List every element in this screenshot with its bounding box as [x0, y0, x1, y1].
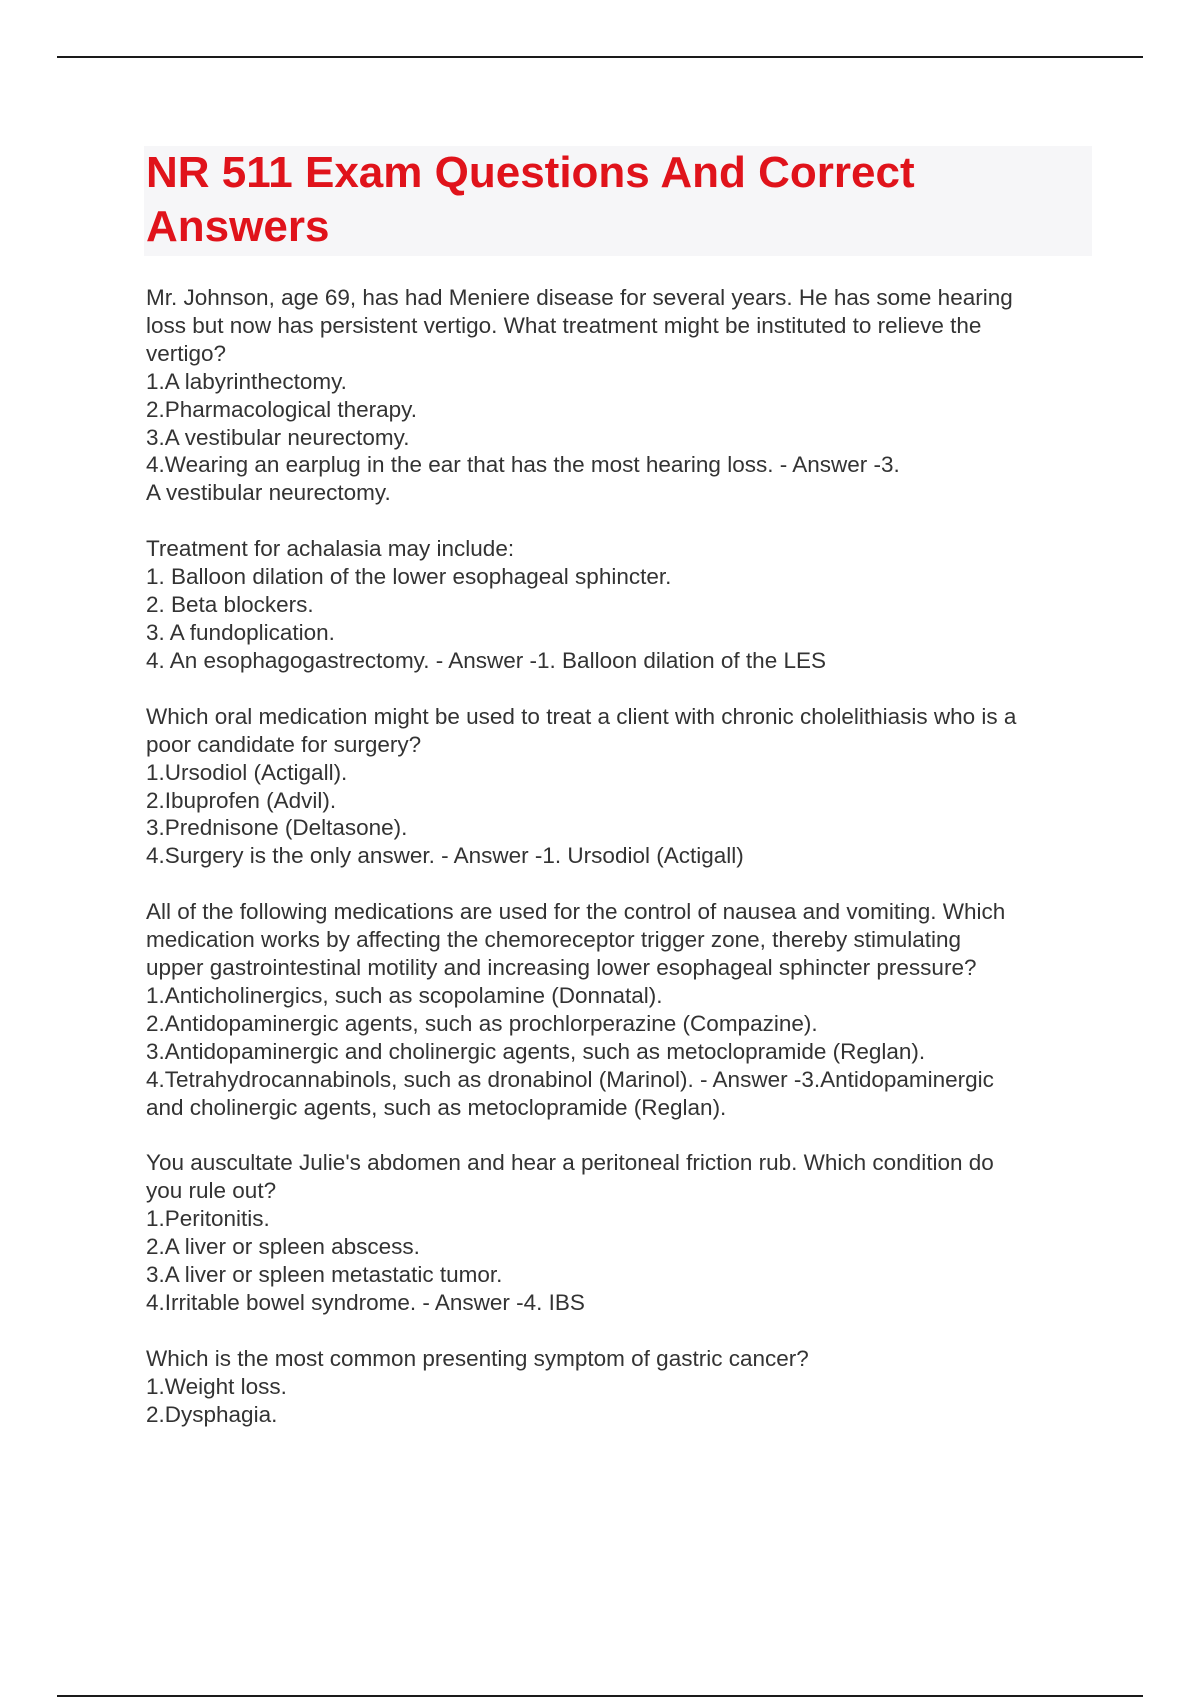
question-line: medication works by affecting the chemoreceptor trigger zone, thereby stimulating — [146, 927, 961, 953]
question-line: 3.A liver or spleen metastatic tumor. — [146, 1262, 503, 1288]
document-title — [146, 146, 1076, 254]
question-line: 3. A fundoplication. — [146, 619, 335, 645]
question-line: vertigo? — [146, 340, 227, 366]
question-line: 3.Prednisone (Deltasone). — [146, 815, 408, 841]
question-block — [146, 1345, 1106, 1429]
title-line-1: NR 511 Exam Questions And Correct — [146, 148, 915, 197]
question-line: 2.A liver or spleen abscess. — [146, 1234, 420, 1260]
question-line: 1. Balloon dilation of the lower esophageal sphincter. — [146, 564, 672, 590]
question-text-line: You auscultate Julie's abdomen and hear a peritoneal friction rub. Which condition do — [146, 1150, 994, 1176]
question-line: poor candidate for surgery? — [146, 731, 422, 757]
question-line: 2.Dysphagia. — [146, 1401, 278, 1427]
question-line: 3.Antidopaminergic and cholinergic agents, such as metoclopramide (Reglan). — [146, 1038, 926, 1064]
question-line: 4.Surgery is the only answer. - Answer -1. Ursodiol (Actigall) — [146, 843, 744, 869]
question-line: upper gastrointestinal motility and increasing lower esophageal sphincter pressure? — [146, 955, 977, 981]
question-line: and cholinergic agents, such as metoclopramide (Reglan). — [146, 1094, 727, 1120]
bottom-rule — [57, 1695, 1143, 1697]
question-line: 1.A labyrinthectomy. — [146, 368, 347, 394]
question-line: 3.A vestibular neurectomy. — [146, 424, 410, 450]
question-text-line: Which oral medication might be used to treat a client with chronic cholelithiasis who is a — [146, 703, 1017, 729]
question-text-line: Treatment for achalasia may include: — [146, 536, 515, 562]
question-block — [146, 284, 1106, 507]
question-line: 2.Pharmacological therapy. — [146, 396, 417, 422]
question-block — [146, 703, 1106, 870]
question-line: 1.Ursodiol (Actigall). — [146, 759, 348, 785]
question-line: you rule out? — [146, 1178, 277, 1204]
question-line: 4.Tetrahydrocannabinols, such as dronabinol (Marinol). - Answer -3.Antidopaminergic — [146, 1066, 994, 1092]
question-text-line: Mr. Johnson, age 69, has had Meniere disease for several years. He has some hearing — [146, 285, 1013, 310]
question-line: 1.Anticholinergics, such as scopolamine (Donnatal). — [146, 982, 663, 1008]
question-line: 4.Irritable bowel syndrome. - Answer -4. IBS — [146, 1290, 585, 1315]
question-line: 1.Peritonitis. — [146, 1206, 270, 1232]
question-block — [146, 535, 1106, 675]
question-line: 4. An esophagogastrectomy. - Answer -1. Balloon dilation of the LES — [146, 647, 826, 673]
title-banner — [144, 146, 1092, 256]
question-line: 1.Weight loss. — [146, 1373, 287, 1399]
question-line: 2. Beta blockers. — [146, 592, 314, 618]
top-rule — [57, 56, 1143, 58]
title-line-2: Answers — [146, 202, 330, 251]
question-line: loss but now has persistent vertigo. What treatment might be instituted to relieve the — [146, 312, 982, 338]
question-line: 2.Antidopaminergic agents, such as prochlorperazine (Compazine). — [146, 1010, 818, 1036]
question-block — [146, 898, 1106, 1121]
question-block — [146, 1149, 1106, 1316]
question-line: A vestibular neurectomy. — [146, 480, 391, 506]
question-line: 2.Ibuprofen (Advil). — [146, 787, 337, 813]
question-text-line: Which is the most common presenting symptom of gastric cancer? — [146, 1345, 809, 1371]
question-line: 4.Wearing an earplug in the ear that has the most hearing loss. - Answer -3. — [146, 452, 900, 478]
question-text-line: All of the following medications are used for the control of nausea and vomiting. Which — [146, 899, 1006, 925]
document-body — [146, 284, 1106, 1457]
